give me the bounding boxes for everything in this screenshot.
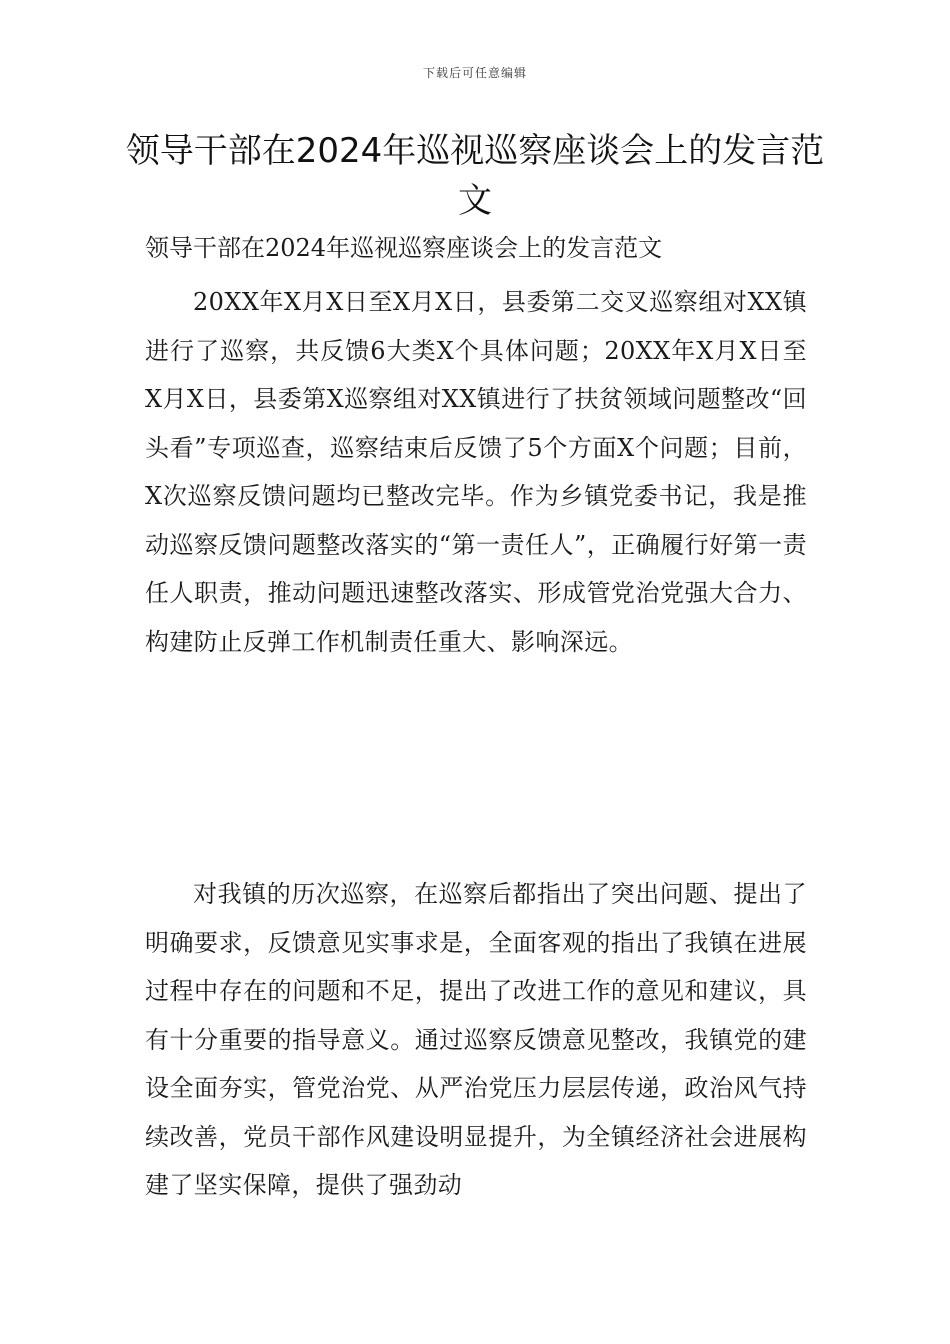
document-title: 领导干部在2024年巡视巡察座谈会上的发言范文 bbox=[125, 131, 825, 221]
header-note: 下载后可任意编辑 bbox=[422, 66, 527, 80]
body-paragraph-1: 20XX年X月X日至X月X日，县委第二交叉巡察组对XX镇进行了巡察，共反馈6大类X个具体问题；20XX年X月X日至X月X日，县委第X巡察组对XX镇进行了扶贫领域问题整改“回头看”专项巡查，巡察结束后反馈了5个方面X个问题；目前，X次巡察反馈问题均已整改完毕。作为乡镇党委书记，我是推动巡察反馈问题整改落实的“第一责任人”，正确履行好第一责任人职责，推动问题迅速整改落实、形成管党治党强大合力、构建防止反弹工作机制责任重大、影响深远。 bbox=[145, 288, 807, 656]
document-subtitle: 领导干部在2024年巡视巡察座谈会上的发言范文 bbox=[145, 234, 663, 262]
body-paragraph-2: 对我镇的历次巡察，在巡察后都指出了突出问题、提出了明确要求，反馈意见实事求是，全面客观的指出了我镇在进展过程中存在的问题和不足，提出了改进工作的意见和建议，具有十分重要的指导意义。通过巡察反馈意见整改，我镇党的建设全面夯实，管党治党、从严治党压力层层传递，政治风气持续改善，党员干部作风建设明显提升，为全镇经济社会进展构建了坚实保障，提供了强劲动 bbox=[145, 880, 807, 1199]
